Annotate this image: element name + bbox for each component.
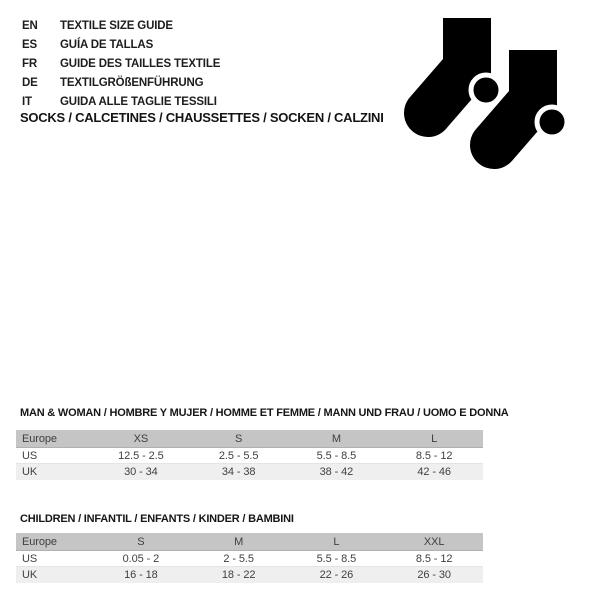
size-value: 42 - 46 — [417, 466, 451, 478]
lang-row-es — [22, 35, 220, 54]
lang-label: TEXTILGRÖßENFÜHRUNG — [60, 76, 204, 89]
header-cell-size: L — [431, 432, 438, 445]
table-header-row — [16, 430, 483, 448]
size-value: 30 - 34 — [124, 466, 158, 478]
lang-label: GUIDE DES TAILLES TEXTILE — [60, 57, 221, 70]
table-header-row — [16, 533, 483, 551]
header-cell-size: L — [333, 535, 340, 548]
socks-pair-icon — [403, 10, 581, 175]
size-value: 5.5 - 8.5 — [316, 552, 357, 565]
size-table-man-woman — [16, 407, 509, 480]
lang-code: ES — [22, 38, 38, 51]
size-value: 26 - 30 — [417, 569, 451, 581]
table-row-uk — [16, 464, 483, 480]
table-title-children: CHILDREN / INFANTIL / ENFANTS / KINDER / BAMBINI — [20, 513, 294, 525]
lang-code: FR — [22, 57, 38, 70]
header-cell-size: M — [234, 535, 244, 548]
lang-label: TEXTILE SIZE GUIDE — [60, 19, 173, 32]
size-value: 5.5 - 8.5 — [316, 449, 357, 462]
size-value: 34 - 38 — [221, 466, 256, 478]
row-label: UK — [22, 466, 38, 478]
size-value: 8.5 - 12 — [415, 552, 453, 565]
lang-row-de — [22, 73, 220, 92]
size-value: 18 - 22 — [221, 569, 256, 581]
header-cell-size: S — [137, 535, 145, 548]
lang-code: DE — [22, 76, 38, 89]
language-list — [22, 16, 220, 111]
table-row-us — [16, 448, 483, 464]
header-cell-size: M — [331, 432, 341, 445]
size-value: 2 - 5.5 — [223, 552, 254, 565]
header-cell-region: Europe — [22, 432, 57, 445]
size-value: 22 - 26 — [319, 569, 354, 581]
lang-row-en — [22, 16, 220, 35]
size-value: 2.5 - 5.5 — [218, 449, 259, 462]
size-value: 12.5 - 2.5 — [118, 449, 164, 462]
header-cell-size: XS — [133, 432, 149, 445]
header-cell-size: S — [235, 432, 243, 445]
sock-left-icon — [428, 18, 501, 113]
header-cell-size: XXL — [423, 535, 445, 548]
lang-code: EN — [22, 19, 38, 32]
table-row-uk — [16, 567, 483, 583]
row-label: US — [22, 449, 38, 462]
lang-code: IT — [22, 95, 32, 108]
row-label: UK — [22, 569, 38, 581]
table-row-us — [16, 551, 483, 567]
header-cell-region: Europe — [22, 535, 57, 548]
lang-label: GUIDA ALLE TAGLIE TESSILI — [60, 95, 217, 108]
category-title: SOCKS / CALCETINES / CHAUSSETTES / SOCKEN / CALZINI — [20, 110, 384, 125]
size-value: 16 - 18 — [124, 569, 158, 581]
row-label: US — [22, 552, 38, 565]
lang-label: GUÍA DE TALLAS — [60, 38, 154, 51]
size-value: 8.5 - 12 — [415, 449, 453, 462]
sock-right-icon — [494, 50, 567, 145]
table-title-man-woman: MAN & WOMAN / HOMBRE Y MUJER / HOMME ET FEMME / MANN UND FRAU / UOMO E DONNA — [20, 407, 509, 419]
lang-row-it — [22, 92, 220, 111]
size-value: 0.05 - 2 — [122, 552, 160, 565]
lang-row-fr — [22, 54, 220, 73]
size-value: 38 - 42 — [319, 466, 354, 478]
size-table-children — [16, 513, 483, 583]
